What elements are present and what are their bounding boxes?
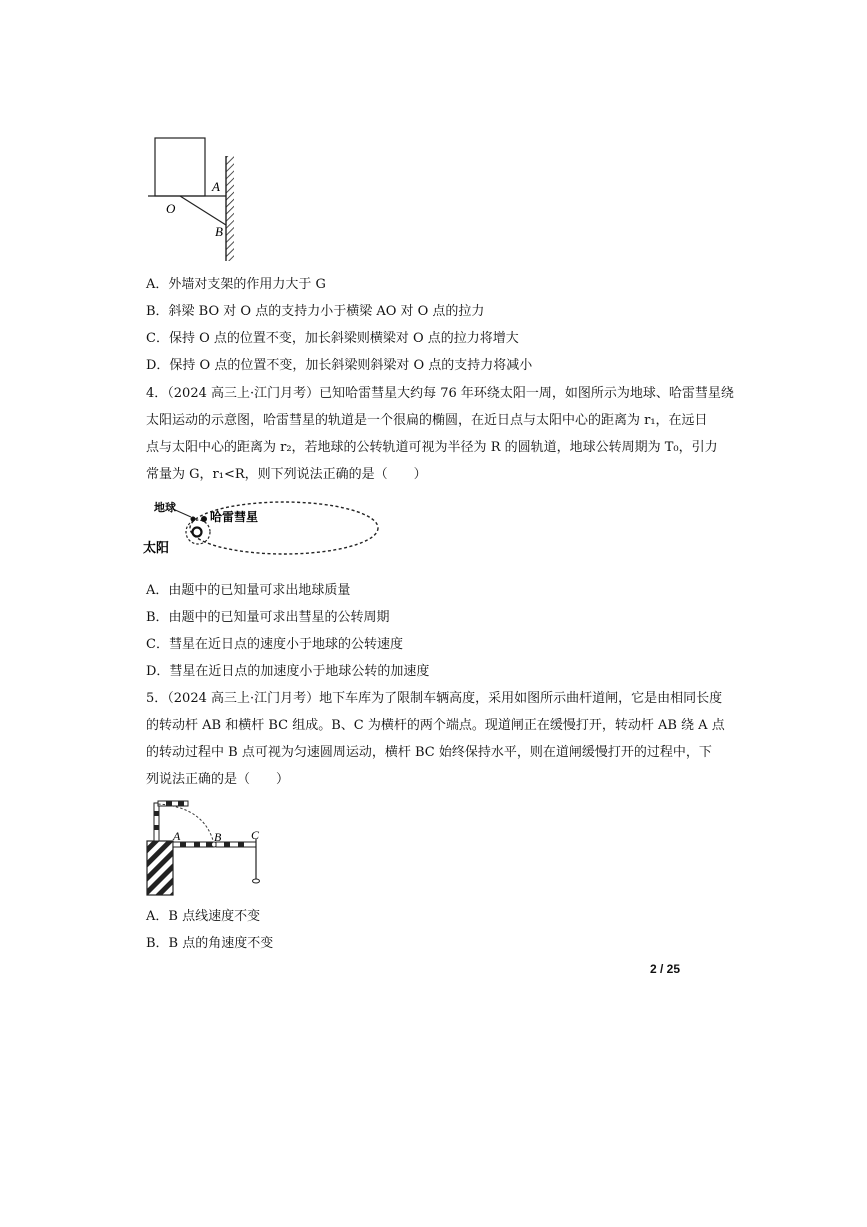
comet [201,516,207,522]
label-B: B [214,830,222,844]
q4-option-b: B．由题中的已知量可求出彗星的公转周期 [146,610,390,625]
wall-hatch [226,156,234,261]
orbit-figure [140,492,385,564]
q4-option-c: C．彗星在近日点的速度小于地球的公转速度 [146,637,403,652]
box [155,138,205,196]
q5-stem-line-1: 5．（2024 高三上·江门月考）地下车库为了限制车辆高度，采用如图所示曲杆道闸，它是由相同长度 [146,691,723,706]
label-O: O [166,201,176,216]
earth-orbit [186,520,210,544]
q5-stem-line-3: 的转动过程中 B 点可视为匀速圆周运动，横杆 BC 始终保持水平，则在道闸缓慢打开的过程中，下 [146,745,712,760]
gate-post [147,841,173,895]
page-number: 2 / 25 [650,962,681,976]
label-C: C [251,828,260,842]
q4-stem-line-3: 点与太阳中心的距离为 r₂，若地球的公转轨道可视为半径为 R 的圆轨道，地球公转周期为 T₀，引力 [146,440,718,455]
earth-label: 地球 [154,502,176,514]
q3-option-a: A．外墙对支架的作用力大于 G [146,277,326,292]
barrier-gate-figure [140,797,275,899]
label-A: A [173,829,181,843]
q5-stem-line-2: 的转动杆 AB 和横杆 BC 组成。B、C 为横杆的两个端点。现道闸正在缓慢打开，转动杆 AB 绕 A 点 [146,718,725,733]
q3-option-d: D．保持 O 点的位置不变，加长斜梁则斜梁对 O 点的支持力将减小 [146,358,533,373]
q4-stem-line-4: 常量为 G，r₁<R，则下列说法正确的是（ ） [146,467,427,482]
label-B: B [215,224,223,239]
q3-option-b: B．斜梁 BO 对 O 点的支持力小于横梁 AO 对 O 点的拉力 [146,304,485,319]
q5-option-b: B．B 点的角速度不变 [146,936,274,951]
label-A: A [212,179,220,194]
sun-label: 太阳 [143,540,170,555]
q4-stem-line-1: 4．（2024 高三上·江门月考）已知哈雷彗星大约每 76 年环绕太阳一周，如图所示为地球、哈雷彗星绕 [146,386,734,401]
comet-label: 哈雷彗星 [210,510,259,524]
q5-stem-line-4: 列说法正确的是（ ） [146,772,290,787]
q4-option-a: A．由题中的已知量可求出地球质量 [146,583,351,598]
bracket-figure [140,130,250,265]
q4-option-d: D．彗星在近日点的加速度小于地球公转的加速度 [146,664,430,679]
earth [191,517,196,522]
beam-BO [180,196,226,225]
q4-stem-line-2: 太阳运动的示意图，哈雷彗星的轨道是一个很扁的椭圆，在近日点与太阳中心的距离为 r₁，在远日 [146,413,708,428]
q3-option-c: C．保持 O 点的位置不变，加长斜梁则横梁对 O 点的拉力将增大 [146,331,519,346]
sun [193,528,202,537]
arm-BC [216,842,256,847]
q5-option-a: A．B 点线速度不变 [146,909,261,924]
